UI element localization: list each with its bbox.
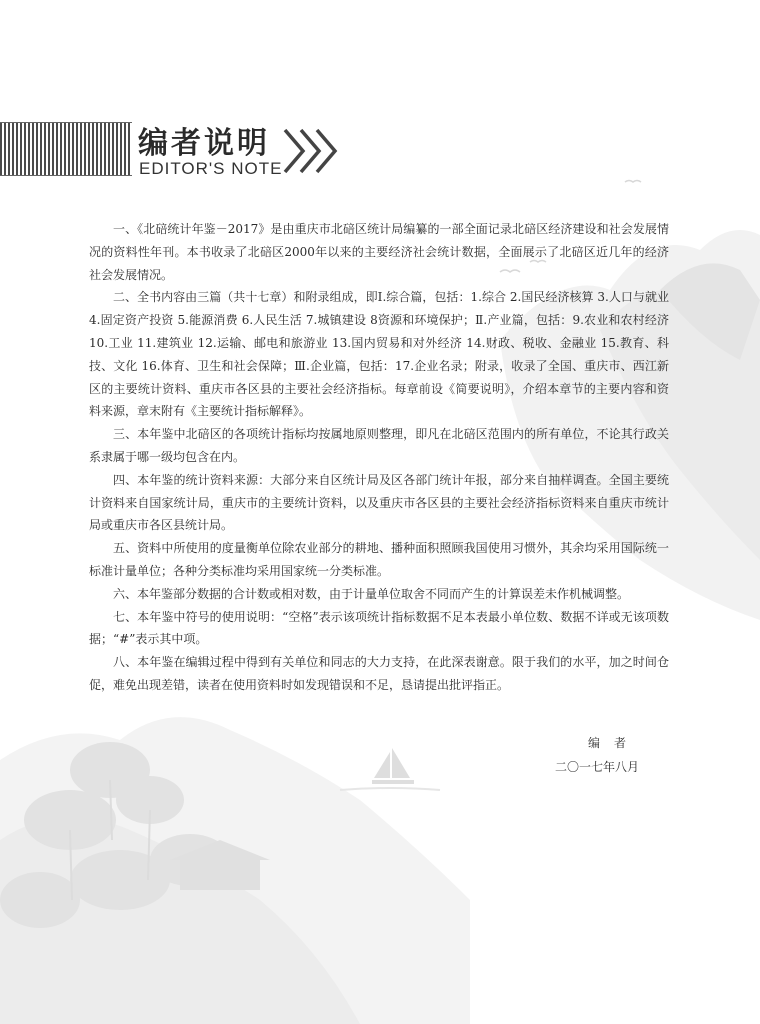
editor-note-body: [89, 218, 669, 697]
paragraph-3: 三、本年鉴中北碚区的各项统计指标均按属地原则整理，即凡在北碚区范围内的所有单位，不论其行政关系隶属于哪一级均包含在内。: [89, 427, 669, 464]
chevron-right-icon: [281, 126, 341, 176]
paragraph-2: 二、全书内容由三篇（共十七章）和附录组成，即Ⅰ.综合篇，包括：1.综合 2.国民经济核算 3.人口与就业 4.固定资产投资 5.能源消费 6.人民生活 7.城镇建设 8资源和环境保护；Ⅱ.产业篇，包括：9.农业和农村经济 10.工业 11.建筑业 12.运输、邮电和旅游业 13.国内贸易和对外经济 14.财政、税收、金融业 15.教育、科技、文化 16.体育、卫生和社会保障；Ⅲ.企业篇，包括：17.企业名录；附录，收录了全国、重庆市、西江新区的主要统计资料、重庆市各区县的主要社会经济指标。每章前设《简要说明》，介绍本章节的主要内容和资料来源，章末附有《主要统计指标解释》。: [89, 290, 669, 419]
paragraph-8: 八、本年鉴在编辑过程中得到有关单位和同志的大力支持，在此深表谢意。限于我们的水平，加之时间仓促，难免出现差错，读者在使用资料时如发现错误和不足，恳请提出批评指正。: [89, 655, 669, 692]
paragraph-6: 六、本年鉴部分数据的合计数或相对数，由于计量单位取舍不同而产生的计算误差未作机械调整。: [113, 586, 630, 601]
paragraph-5: 五、资料中所使用的度量衡单位除农业部分的耕地、播种面积照顾我国使用习惯外，其余均采用国际统一标准计量单位；各种分类标准均采用国家统一分类标准。: [89, 541, 669, 578]
decorative-stripe-bar: [0, 122, 132, 176]
signature-date: 二〇一七年八月: [555, 760, 640, 774]
paragraph-1: 一、《北碚统计年鉴－2017》是由重庆市北碚区统计局编纂的一部全面记录北碚区经济建设和社会发展情况的资料性年刊。本书收录了北碚区2000年以来的主要经济社会统计数据，全面展示了北碚区近几年的经济社会发展情况。: [89, 222, 669, 282]
page-header: [0, 118, 760, 188]
signature-editor: 编者: [588, 736, 641, 750]
page-title: 编者说明: [138, 126, 270, 161]
paragraph-4: 四、本年鉴的统计资料来源：大部分来自区统计局及区各部门统计年报，部分来自抽样调查。全国主要统计资料来自国家统计局，重庆市的主要统计资料，以及重庆市各区县的主要社会经济指标资料来自重庆市统计局或重庆市各区县统计局。: [89, 472, 669, 533]
page-subtitle-en: EDITOR'S NOTE: [139, 159, 283, 178]
paragraph-7: 七、本年鉴中符号的使用说明：“空格”表示该项统计指标数据不足本表最小单位数、数据不详或无该项数据；“#”表示其中项。: [89, 609, 669, 647]
